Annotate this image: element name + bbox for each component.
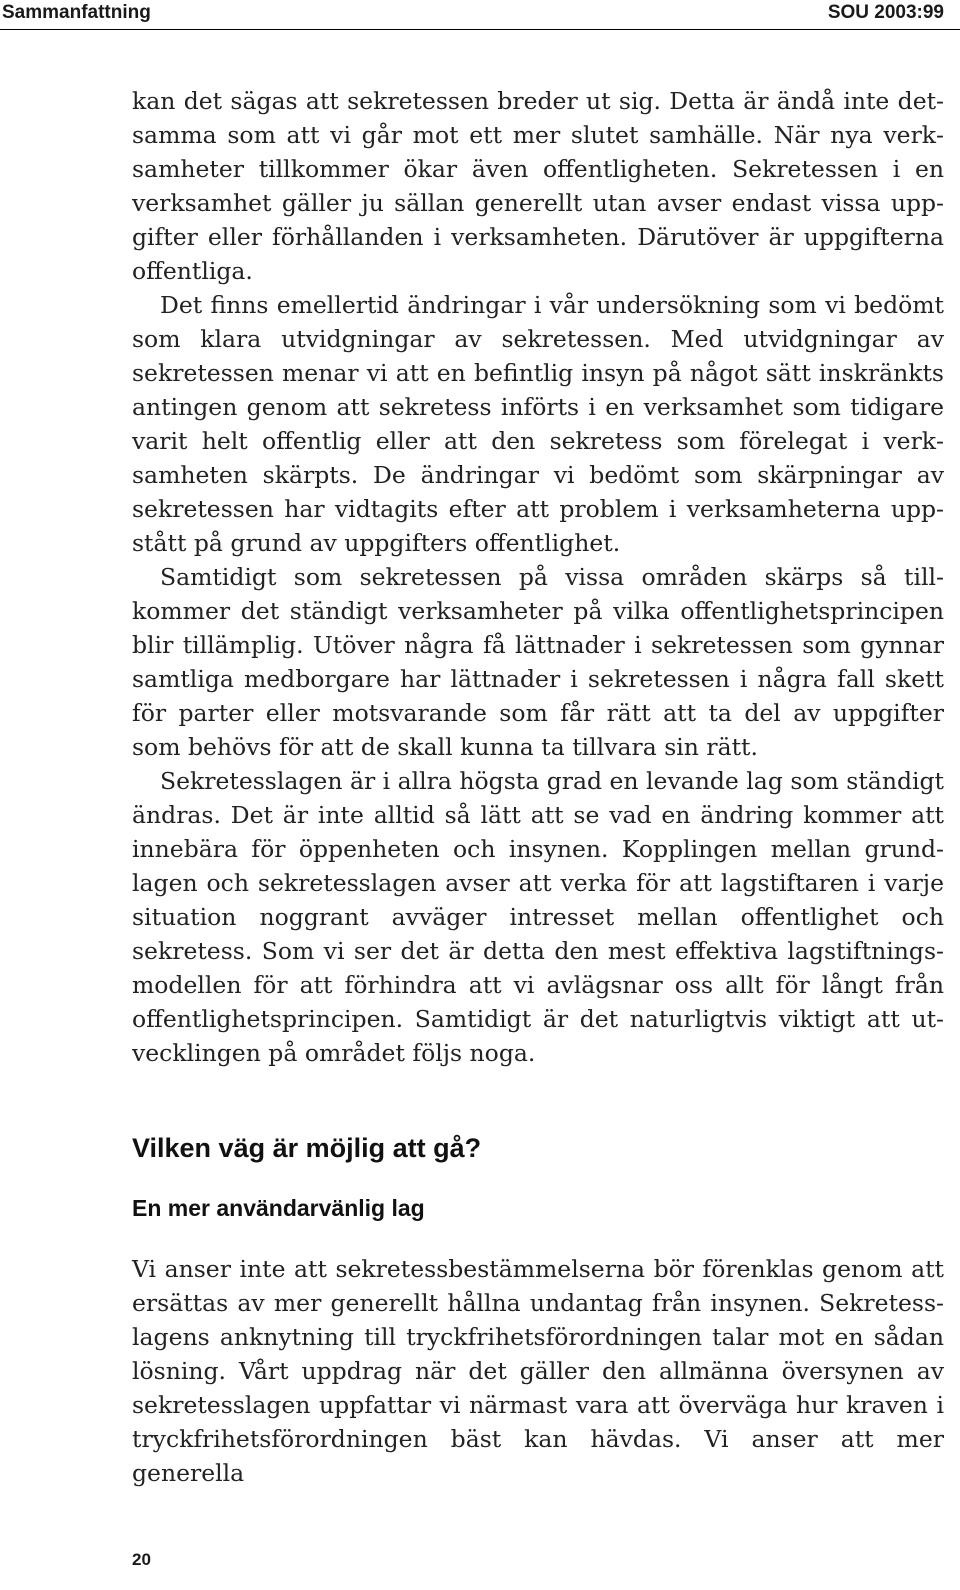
report-id: SOU 2003:99 — [827, 2, 944, 23]
running-header — [0, 0, 960, 30]
page-number: 20 — [132, 1550, 151, 1569]
section-heading: Vilken väg är möjlig att gå? — [132, 1133, 482, 1163]
paragraph-5: Vi anser inte att sekretessbestämmelserna bör förenklas genom att ersättas av mer generellt hållna undantag från insynen. Sekretesslagens anknytning till tryckfrihetsförordningen talar mot en sådan lösning. Vårt uppdrag när det gäller den allmänna översynen av sekretesslagen uppfattar vi närmast vara att överväga hur kraven i tryckfrihetsförordningen bäst kan hävdas. Vi anser att mer generella — [132, 1255, 944, 1487]
paragraph-4: Sekretesslagen är i allra högsta grad en levande lag som ständigt ändras. Det är inte alltid så lätt att se vad en ändring kommer att innebära för öppenheten och insynen. Kopplingen mellan grundlagen och sekretesslagen avser att verka för att lagstiftaren i varje situation noggrant avväger intresset mellan offentlighet och sekretess. Som vi ser det är detta den mest effektiva lagstiftningsmodellen för att förhindra att vi avlägsnar oss allt för långt från offentlighetsprincipen. Samtidigt är det naturligtvis viktigt att utvecklingen på området följs noga. — [132, 767, 944, 1067]
body-text-lower — [132, 1252, 944, 1490]
paragraph-3: Samtidigt som sekretessen på vissa områden skärps så tillkommer det ständigt verksamheter på vilka offentlighetsprincipen blir tillämplig. Utöver några få lättnader i sekretessen som gynnar samtliga medborgare har lättnader i sekretessen i några fall skett för parter eller motsvarande som får rätt att ta del av uppgifter som behövs för att de skall kunna ta tillvara sin rätt. — [132, 563, 944, 761]
subsection-heading: En mer användarvänlig lag — [132, 1195, 425, 1221]
paragraph-1: kan det sägas att sekretessen breder ut sig. Detta är ändå inte detsamma som att vi går mot ett mer slutet samhälle. När nya verksamheter tillkommer ökar även offentligheten. Sekretessen i en verksamhet gäller ju sällan generellt utan avser endast vissa uppgifter eller förhållanden i verksamheten. Därutöver är uppgifterna offentliga. — [132, 87, 944, 285]
paragraph-2: Det finns emellertid ändringar i vår undersökning som vi bedömt som klara utvidgningar av sekretessen. Med utvidgningar av sekretessen menar vi att en befintlig insyn på något sätt inskränkts antingen genom att sekretess införts i en verksamhet som tidigare varit helt offentlig eller att den sekretess som förelegat i verksamheten skärpts. De ändringar vi bedömt som skärpningar av sekretessen har vidtagits efter att problem i verksamheterna uppstått på grund av uppgifters offentlighet. — [132, 291, 944, 557]
body-text-upper — [132, 84, 944, 1070]
section-title: Sammanfattning — [2, 2, 151, 23]
